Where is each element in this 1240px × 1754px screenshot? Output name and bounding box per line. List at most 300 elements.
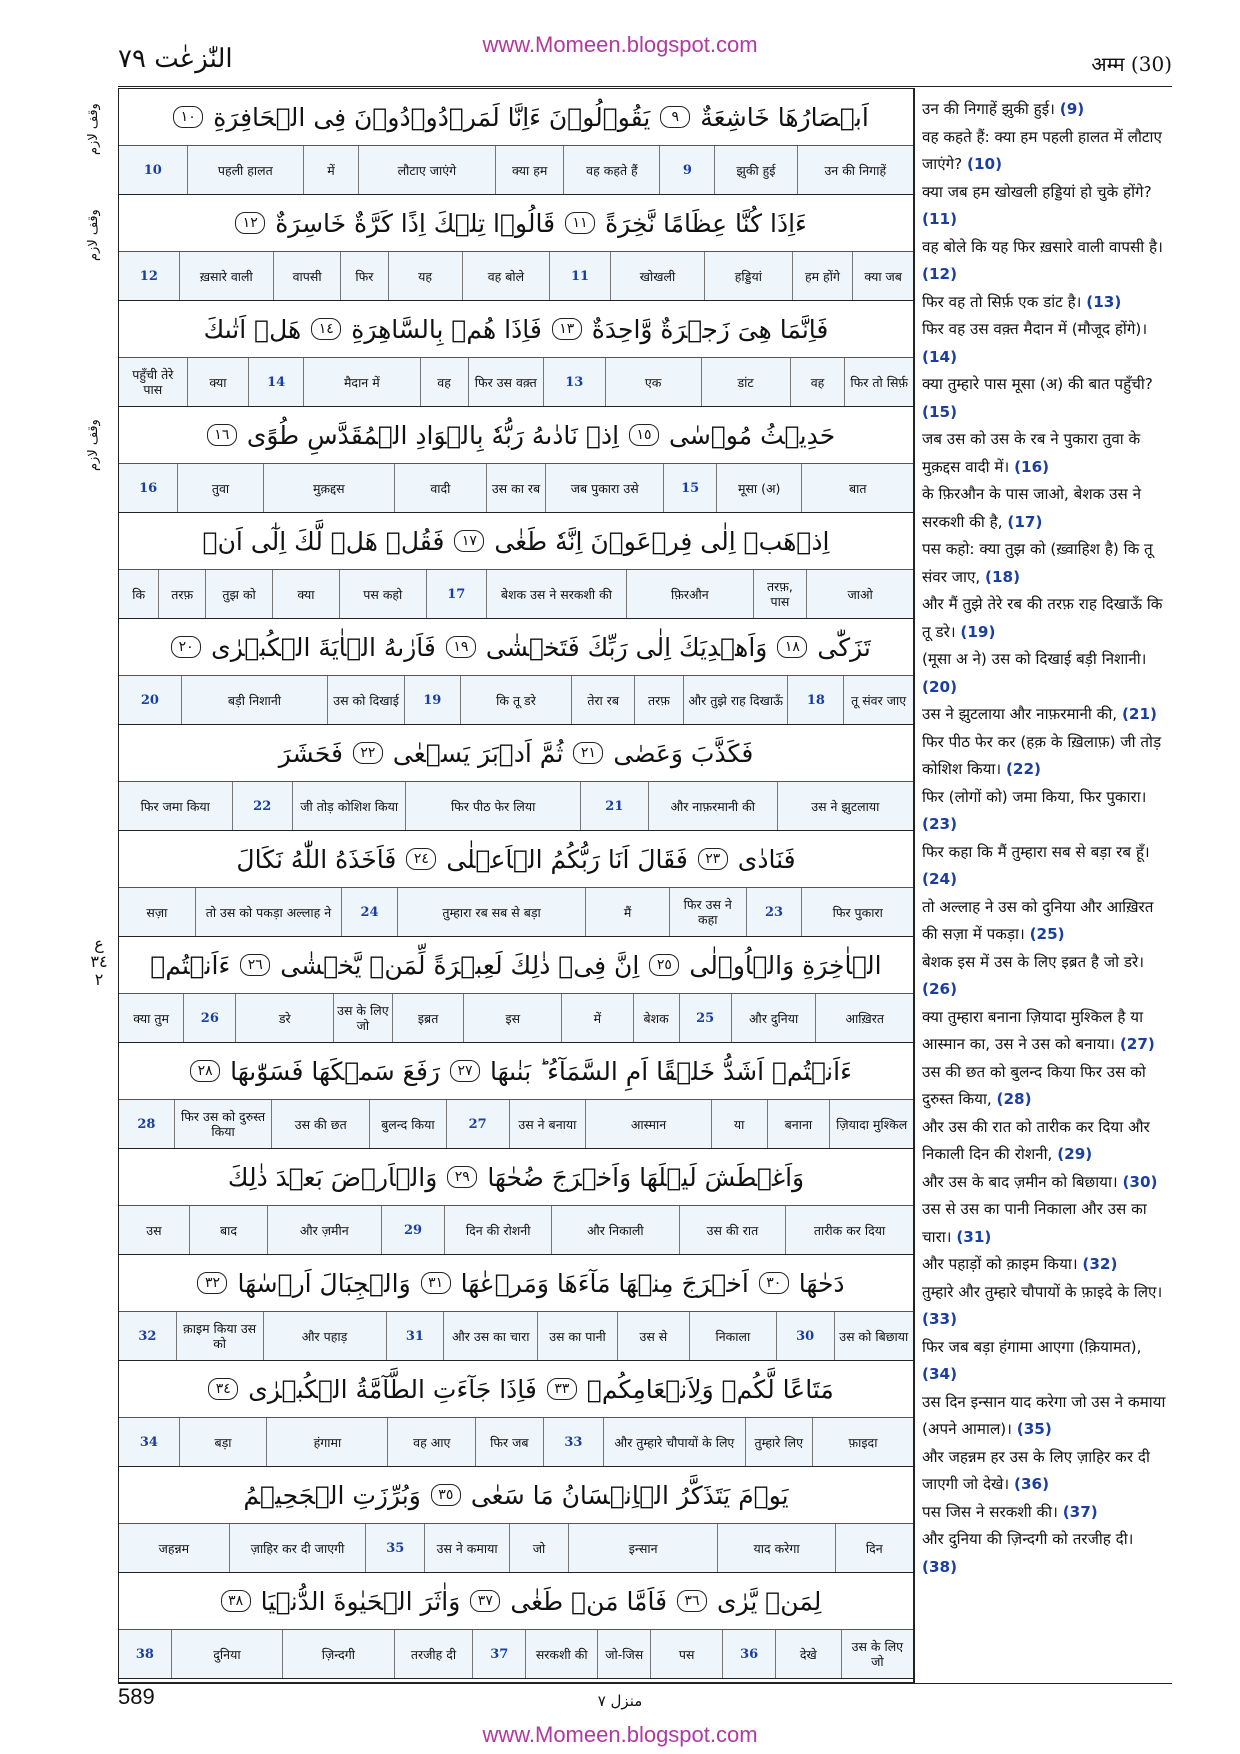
translation-sentence: (मूसा अ ने) उस को दिखाई बड़ी निशानी।: [922, 650, 1147, 668]
arabic-verse-line: [119, 1467, 913, 1524]
ayah-number-cell: 33: [543, 1418, 604, 1466]
translation-column: [922, 96, 1172, 1581]
verse-number: (24): [922, 870, 958, 888]
ayah-number-marker: ٢٢: [353, 742, 383, 764]
ayah-number-cell: 15: [663, 464, 716, 512]
word-meaning-cell: तेरा रब: [571, 676, 634, 724]
translation-sentence: पस जिस ने सरकशी की।: [922, 1502, 1063, 1521]
word-meaning-cell: उस ने झुटलाया: [777, 782, 913, 830]
ayah-number-marker: ٢١: [573, 742, 603, 764]
ayah-number-marker: ١٢: [235, 212, 265, 234]
translation-sentence: पस कहो: क्या तुझ को (ख़्वाहिश है) कि तू संवर जाए,: [922, 540, 1153, 586]
word-meaning-cell: फिर जमा किया: [140, 798, 210, 814]
verse-number: (15): [922, 402, 958, 421]
word-meaning-cell: फिर तो सिर्फ़: [844, 358, 913, 406]
verse-number: (30): [1122, 1172, 1158, 1191]
ayah-number-marker: ٢٨: [190, 1060, 220, 1082]
word-meaning-cell: हम होंगे: [792, 252, 853, 300]
word-meaning-cell: उस को बिछाया: [834, 1312, 914, 1360]
waqf-note: وقف لازم: [86, 419, 101, 471]
verse-number: (26): [922, 980, 958, 998]
verse-number: (10): [967, 155, 1003, 173]
verse-number: (38): [922, 1557, 958, 1576]
word-meaning-cell: तारीक कर दिया: [785, 1206, 913, 1254]
arabic-verse-line: [119, 1149, 913, 1206]
word-meaning-cell: इस: [463, 994, 561, 1042]
ayah-number-cell: 20: [140, 692, 159, 708]
word-meaning-cell: इब्रत: [392, 994, 464, 1042]
word-meaning-cell: मूसा (अ): [716, 464, 801, 512]
arabic-text: اِذۡهَبۡ اِلٰى فِرۡعَوۡنَ اِنَّهٗ طَغٰى: [494, 526, 830, 556]
arabic-text: فَاَخَذَهُ اللّٰهُ نَكَالَ: [236, 844, 397, 874]
top-rule: [118, 86, 1172, 87]
arabic-text: لِمَنۡ يَّرٰى: [717, 1586, 822, 1616]
ayah-number-marker: ٢٦: [240, 954, 270, 976]
word-meaning-cell: जब पुकारा उसे: [545, 464, 663, 512]
word-meaning-row: [119, 358, 913, 407]
ayah-number-marker: ٣٤: [208, 1378, 238, 1400]
verse-number: (22): [1005, 760, 1041, 778]
verse-number: (13): [1086, 292, 1122, 311]
word-meaning-cell: सज़ा: [146, 904, 168, 920]
word-meaning-row: [119, 1312, 913, 1361]
arabic-text: فَاِذَا هُمۡ بِالسَّاهِرَةِ: [351, 314, 542, 344]
verse-number: (20): [922, 677, 958, 696]
ayah-number-marker: ١٦: [207, 424, 237, 446]
word-meaning-cell: वह कहते हैं: [563, 146, 659, 194]
arabic-text: وَالۡجِبَالَ اَرۡسٰهَا: [237, 1268, 411, 1298]
arabic-verse-line: [119, 407, 913, 464]
translation-sentence: और दुनिया की ज़िन्दगी को तरजीह दी।: [922, 1530, 1134, 1548]
word-meaning-cell: जो-जिस: [597, 1630, 650, 1678]
bottom-rule: [118, 1683, 1172, 1684]
arabic-text: دَحٰهَا: [798, 1268, 845, 1298]
word-meaning-cell: तरफ़: [158, 570, 205, 618]
word-meaning-cell: तुम्हारे लिए: [745, 1418, 812, 1466]
translation-sentence: और उस के बाद ज़मीन को बिछाया।: [922, 1172, 1123, 1191]
arabic-text: اِذۡ نَادٰىهُ رَبُّهٗ بِالۡوَادِ الۡمُقَدَّسِ طُوًى: [246, 420, 620, 450]
word-meaning-cell: कि: [132, 586, 146, 602]
arabic-text: فَنَادٰى: [737, 844, 796, 874]
translation-sentence: फिर (लोगों को) जमा किया, फिर पुकारा।: [922, 787, 1147, 806]
arabic-verse-line: [119, 195, 913, 252]
verse-number: (33): [922, 1310, 958, 1328]
word-meaning-cell: एक: [605, 358, 701, 406]
ayah-number-cell: 36: [722, 1630, 775, 1678]
word-meaning-cell: हंगामा: [266, 1418, 387, 1466]
translation-sentence: बेशक इस में उस के लिए इब्रत है जो डरे।: [922, 952, 1144, 971]
word-meaning-cell: मुक़द्दस: [263, 464, 394, 512]
word-meaning-cell: फ़िरऔन: [626, 570, 753, 618]
word-meaning-cell: तरजीह दी: [394, 1630, 473, 1678]
ayah-number-marker: ٢٤: [406, 848, 436, 870]
verse-number: (21): [1121, 705, 1157, 723]
word-meaning-row: [119, 1418, 913, 1467]
ayah-number-marker: ٣٣: [547, 1378, 577, 1400]
word-meaning-cell: झुकी हुई: [714, 146, 796, 194]
translation-sentence: उन की निगाहें झुकी हुई।: [922, 100, 1060, 118]
word-meaning-cell: और तुम्हारे चौपायों के लिए: [603, 1418, 744, 1466]
verse-number: (18): [985, 567, 1021, 586]
arabic-text: ءَاِذَا كُنَّا عِظَامًا نَّخِرَةً: [605, 208, 807, 238]
word-meaning-cell: तू संवर जाए: [843, 676, 913, 724]
word-meaning-cell: खोखली: [610, 252, 704, 300]
translation-sentence: उस दिन इन्सान याद करेगा जो उस ने कमाया (अपने आमाल)।: [922, 1392, 1166, 1438]
ayah-number-cell: 17: [426, 570, 486, 618]
arabic-text: وَبُرِّزَتِ الۡجَحِيۡمُ: [243, 1480, 421, 1510]
arabic-verse-line: [119, 513, 913, 570]
ayah-number-marker: ١٤: [311, 318, 341, 340]
arabic-text: الۡاٰخِرَةِ وَالۡاُوۡلٰى: [689, 950, 882, 980]
word-meaning-cell: वापसी: [273, 252, 340, 300]
ayah-number-cell: 31: [386, 1312, 444, 1360]
word-meaning-cell: ख़सारे वाली: [179, 252, 273, 300]
arabic-text: ثُمَّ اَدۡبَرَ يَسۡعٰى: [392, 738, 564, 768]
arabic-text: رَفَعَ سَمۡكَهَا فَسَوّٰىهَا: [230, 1056, 440, 1086]
word-meaning-cell: ज़ियादा मुश्किल: [829, 1100, 913, 1148]
ayah-number-cell: 21: [580, 782, 648, 830]
arabic-text: فَكَذَّبَ وَعَصٰى: [613, 738, 754, 768]
word-meaning-cell: क्या: [187, 358, 249, 406]
arabic-verse-line: [119, 301, 913, 358]
arabic-text: يَوۡمَ يَتَذَكَّرُ الۡاِنۡسَانُ مَا سَعٰى: [470, 1480, 789, 1510]
word-meaning-row: [119, 1206, 913, 1255]
ayah-number-cell: 35: [365, 1524, 424, 1572]
word-meaning-cell: पस: [650, 1630, 722, 1678]
word-meaning-cell: उस: [146, 1222, 162, 1238]
ayah-number-cell: 19: [404, 676, 460, 724]
arabic-verse-line: [119, 831, 913, 888]
ayah-number-marker: ٣٠: [759, 1272, 789, 1294]
ayah-number-marker: ١٠: [173, 106, 203, 128]
word-meaning-cell: वादी: [394, 464, 486, 512]
verse-number: (36): [1014, 1475, 1050, 1493]
arabic-text: وَاَهۡدِيَكَ اِلٰى رَبِّكَ فَتَخۡشٰى: [485, 632, 768, 662]
translation-sentence: के फ़िरऔन के पास जाओ, बेशक उस ने सरकशी की है,: [922, 485, 1142, 531]
word-meaning-cell: उस ने बनाया: [509, 1100, 586, 1148]
translation-sentence: तो अल्लाह ने उस को दुनिया और आख़िरत की सज़ा में पकड़ा।: [922, 897, 1154, 943]
surah-header: النّٰزعٰت ۷۹: [118, 44, 233, 74]
word-meaning-cell: निकाला: [689, 1312, 776, 1360]
word-meaning-cell: मैं: [585, 888, 669, 936]
verse-number: (37): [1062, 1502, 1098, 1521]
word-meaning-cell: याद करेगा: [717, 1524, 834, 1572]
word-meaning-cell: वह बोले: [462, 252, 550, 300]
translation-sentence: वह कहते हैं: क्या हम पहली हालत में लौटाए जाएंगे?: [922, 127, 1162, 173]
word-meaning-cell: लौटाए जाएंगे: [358, 146, 495, 194]
manzil-label: منزل ٧: [597, 1692, 643, 1710]
translation-sentence: और जहन्नम हर उस के लिए ज़ाहिर कर दी जाएगी जो देखे।: [922, 1447, 1150, 1493]
ayah-number-cell: 10: [143, 162, 162, 178]
ruku-mark: ع ٣٤ ٢: [90, 934, 108, 989]
word-meaning-cell: इन्सान: [568, 1524, 718, 1572]
ayah-number-cell: 38: [135, 1646, 154, 1662]
word-meaning-cell: में: [303, 146, 358, 194]
ayah-number-cell: 28: [137, 1116, 156, 1132]
arabic-text: تَزَكّٰى: [817, 632, 871, 662]
ayah-number-marker: ٣١: [421, 1272, 451, 1294]
verse-number: (27): [1119, 1035, 1155, 1053]
arabic-text: وَاٰثَرَ الۡحَيٰوةَ الدُّنۡيَا: [260, 1586, 461, 1616]
ayah-number-cell: 9: [659, 146, 714, 194]
verse-number: (16): [1014, 457, 1050, 476]
word-meaning-cell: और ज़मीन: [267, 1206, 381, 1254]
arabic-text: اَبۡصَارُهَا خَاشِعَةٌ: [700, 102, 869, 132]
ayah-number-cell: 14: [248, 358, 303, 406]
word-meaning-row: [119, 464, 913, 513]
word-meaning-row: [119, 782, 913, 831]
word-meaning-cell: बड़ा: [179, 1418, 267, 1466]
column-divider: [914, 88, 915, 1683]
ayah-number-marker: ١٥: [629, 424, 659, 446]
arabic-text: حَدِيۡثُ مُوۡسٰى: [669, 420, 836, 450]
translation-sentence: फिर वह उस वक़्त मैदान में (मौजूद होंगे)।: [922, 320, 1148, 338]
arabic-verse-line: [119, 1573, 913, 1630]
ayah-number-cell: 23: [746, 888, 802, 936]
ayah-number-cell: 32: [138, 1328, 157, 1344]
word-meaning-cell: वह: [790, 358, 845, 406]
arabic-verse-line: [119, 1361, 913, 1418]
ayah-number-marker: ٢٧: [450, 1060, 480, 1082]
word-meaning-cell: उस को दिखाई: [327, 676, 404, 724]
ayah-number-marker: ٢٠: [171, 636, 201, 658]
translation-sentence: तुम्हारे और तुम्हारे चौपायों के फ़ाइदे के लिए।: [922, 1282, 1163, 1301]
ayah-number-cell: 27: [446, 1100, 509, 1148]
word-meaning-cell: फ़ाइदा: [812, 1418, 913, 1466]
word-meaning-cell: और दुनिया: [731, 994, 816, 1042]
page-number: 589: [118, 1684, 155, 1709]
translation-sentence: फिर कहा कि मैं तुम्हारा सब से बड़ा रब हूँ।: [922, 842, 1150, 861]
arabic-verse-line: [119, 1043, 913, 1100]
translation-sentence: उस ने झुटलाया और नाफ़रमानी की,: [922, 705, 1122, 723]
word-by-word-table: [118, 88, 914, 1683]
word-meaning-cell: में: [561, 994, 633, 1042]
translation-sentence: फिर पीठ फेर कर (हक़ के ख़िलाफ़) जी तोड़ कोशिश किया।: [922, 732, 1162, 778]
ayah-number-marker: ٩: [660, 106, 690, 128]
arabic-text: فَحَشَرَ: [278, 738, 343, 768]
word-meaning-cell: फिर उस ने कहा: [669, 888, 746, 936]
ayah-number-marker: ٢٥: [649, 954, 679, 976]
ayah-number-cell: 37: [472, 1630, 525, 1678]
ayah-number-cell: 11: [549, 252, 610, 300]
translation-sentence: वह बोले कि यह फिर ख़सारे वाली वापसी है।: [922, 237, 1163, 256]
word-meaning-cell: तो उस को पकड़ा अल्लाह ने: [195, 888, 341, 936]
word-meaning-row: [119, 252, 913, 301]
ayah-number-cell: 25: [679, 994, 731, 1042]
word-meaning-cell: देखे: [775, 1630, 841, 1678]
ayah-number-cell: 12: [139, 268, 158, 284]
word-meaning-cell: फिर पीठ फेर लिया: [405, 782, 579, 830]
word-meaning-cell: क्या हम: [495, 146, 564, 194]
word-meaning-cell: बड़ी निशानी: [181, 676, 327, 724]
word-meaning-cell: जो: [509, 1524, 568, 1572]
translation-sentence: फिर वह तो सिर्फ़ एक डांट है।: [922, 292, 1087, 311]
word-meaning-cell: तुवा: [177, 464, 262, 512]
verse-number: (32): [1082, 1255, 1118, 1273]
ayah-number-cell: 13: [543, 358, 605, 406]
verse-number: (25): [1029, 925, 1065, 943]
word-meaning-cell: वह: [420, 358, 468, 406]
word-meaning-row: [119, 1100, 913, 1149]
word-meaning-cell: और नाफ़रमानी की: [648, 782, 777, 830]
site-url-bottom[interactable]: www.Momeen.blogspot.com: [482, 1722, 758, 1747]
word-meaning-cell: पहली हालत: [187, 146, 303, 194]
arabic-text: فَاَمَّا مَنۡ طَغٰى: [510, 1586, 668, 1616]
word-meaning-cell: और पहाड़: [263, 1312, 386, 1360]
arabic-verse-line: [119, 1255, 913, 1312]
ayah-number-marker: ١٣: [552, 318, 582, 340]
translation-sentence: फिर जब बड़ा हंगामा आएगा (क़ियामत),: [922, 1337, 1142, 1356]
arabic-verse-line: [119, 619, 913, 676]
translation-sentence: क्या तुम्हारे पास मूसा (अ) की बात पहुँची?: [922, 375, 1153, 393]
arabic-text: وَاَغۡطَشَ لَيۡلَهَا وَاَخۡرَجَ ضُحٰهَا: [487, 1162, 805, 1192]
word-meaning-cell: तरफ़, पास: [753, 570, 807, 618]
ayah-number-marker: ١٧: [454, 530, 484, 552]
translation-sentence: जब उस को उस के रब ने पुकारा तुवा के मुक़द्दस वादी में।: [922, 430, 1141, 476]
arabic-verse-line: [119, 937, 913, 994]
word-meaning-cell: बाद: [189, 1206, 267, 1254]
word-meaning-cell: फिर जब: [475, 1418, 542, 1466]
ayah-number-marker: ٣٧: [470, 1590, 500, 1612]
ayah-number-cell: 30: [776, 1312, 834, 1360]
arabic-text: ءَاَنۡتُمۡ اَشَدُّ خَلۡقًا اَمِ السَّمَآءُ ؕ بَنٰىهَا: [490, 1056, 852, 1086]
arabic-text: فَقَالَ اَنَا رَبُّكُمُ الۡاَعۡلٰى: [446, 844, 688, 874]
word-meaning-cell: उन की निगाहें: [797, 146, 913, 194]
word-meaning-cell: डरे: [235, 994, 333, 1042]
word-meaning-cell: तुम्हारा रब सब से बड़ा: [397, 888, 585, 936]
word-meaning-cell: और तुझे राह दिखाऊँ: [683, 676, 788, 724]
word-meaning-cell: पहुँची तेरे पास: [132, 367, 174, 397]
translation-sentence: उस की छत को बुलन्द किया फिर उस को दुरुस्त किया,: [922, 1062, 1146, 1108]
word-meaning-row: [119, 1524, 913, 1573]
ayah-number-cell: 24: [341, 888, 397, 936]
word-meaning-cell: फिर: [340, 252, 387, 300]
verse-number: (11): [922, 210, 958, 228]
word-meaning-cell: आख़िरत: [815, 994, 913, 1042]
word-meaning-cell: उस के लिए जो: [841, 1630, 913, 1678]
word-meaning-cell: क्या तुम: [133, 1010, 169, 1026]
word-meaning-cell: बुलन्द किया: [369, 1100, 446, 1148]
arabic-text: يَقُوۡلُوۡنَ ءَاِنَّا لَمَرۡدُوۡدُوۡنَ فِى الۡحَافِرَةِ: [213, 102, 651, 132]
ayah-number-marker: ٣٥: [431, 1484, 461, 1506]
word-meaning-cell: जी तोड़ कोशिश किया: [292, 782, 406, 830]
word-meaning-cell: बात: [801, 464, 913, 512]
word-meaning-cell: क्या: [272, 570, 339, 618]
word-meaning-cell: बेशक: [633, 994, 679, 1042]
ayah-number-cell: 34: [139, 1434, 158, 1450]
word-meaning-cell: उस ने कमाया: [424, 1524, 509, 1572]
verse-number: (29): [1057, 1145, 1093, 1163]
ayah-number-cell: 16: [139, 480, 158, 496]
word-meaning-cell: मैदान में: [303, 358, 419, 406]
word-meaning-cell: बेशक उस ने सरकशी की: [486, 570, 626, 618]
para-header: अम्म (30): [1091, 52, 1172, 76]
ayah-number-cell: 26: [183, 994, 235, 1042]
word-meaning-cell: दिन की रोशनी: [444, 1206, 550, 1254]
translation-sentence: और पहाड़ों को क़ाइम किया।: [922, 1255, 1083, 1273]
word-meaning-cell: या: [711, 1100, 767, 1148]
word-meaning-cell: वह आए: [387, 1418, 475, 1466]
word-meaning-row: [119, 570, 913, 619]
ayah-number-cell: 18: [787, 676, 843, 724]
translation-sentence: क्या तुम्हारा बनाना ज़ियादा मुश्किल है या आस्मान का, उस ने उस को बनाया।: [922, 1007, 1144, 1053]
word-meaning-cell: बनाना: [767, 1100, 830, 1148]
word-meaning-cell: जाओ: [806, 570, 913, 618]
verse-number: (17): [1007, 512, 1043, 531]
word-meaning-row: [119, 888, 913, 937]
arabic-text: فَاِنَّمَا هِىَ زَجۡرَةٌ وَّاحِدَةٌ: [591, 314, 829, 344]
ayah-number-marker: ٣٢: [197, 1272, 227, 1294]
arabic-text: هَلۡ اَتٰىكَ: [203, 314, 302, 344]
word-meaning-cell: क़ाइम किया उस को: [176, 1312, 263, 1360]
translation-sentence: उस से उस का पानी निकाला और उस का चारा।: [922, 1200, 1147, 1246]
word-meaning-cell: तरफ़: [634, 676, 683, 724]
word-meaning-cell: दिन: [835, 1524, 913, 1572]
waqf-note: وقف لازم: [86, 103, 101, 155]
verse-number: (12): [922, 265, 958, 283]
word-meaning-row: [119, 676, 913, 725]
arabic-text: فَاِذَا جَآءَتِ الطَّآمَّةُ الۡكُبۡرٰى: [248, 1374, 537, 1404]
verse-number: (19): [960, 622, 996, 641]
word-meaning-cell: फिर उस को दुरुस्त किया: [174, 1100, 272, 1148]
word-meaning-cell: उस से: [617, 1312, 689, 1360]
word-meaning-cell: हड्डियां: [704, 252, 792, 300]
word-meaning-cell: डांट: [701, 358, 790, 406]
arabic-text: قَالُوۡا تِلۡكَ اِذًا كَرَّةٌ خَاسِرَةٌ: [275, 208, 556, 238]
site-url-top[interactable]: www.Momeen.blogspot.com: [482, 32, 758, 57]
word-meaning-cell: उस के लिए जो: [333, 994, 392, 1042]
ayah-number-marker: ١٨: [777, 636, 807, 658]
ayah-number-cell: 29: [381, 1206, 445, 1254]
word-meaning-row: [119, 1630, 913, 1679]
word-meaning-row: [119, 146, 913, 195]
translation-sentence: और मैं तुझे तेरे रब की तरफ़ राह दिखाऊँ कि तू डरे।: [922, 595, 1163, 641]
word-meaning-cell: उस का पानी: [537, 1312, 617, 1360]
verse-number: (31): [956, 1227, 992, 1246]
word-meaning-cell: दुनिया: [171, 1630, 282, 1678]
translation-sentence: और उस की रात को तारीक कर दिया और निकाली दिन की रोशनी,: [922, 1117, 1150, 1163]
ayah-number-cell: 22: [232, 782, 292, 830]
word-meaning-cell: पस कहो: [339, 570, 426, 618]
arabic-text: اِنَّ فِىۡ ذٰلِكَ لَعِبۡرَةً لِّمَنۡ يَّخۡشٰى: [280, 950, 640, 980]
word-meaning-cell: जहन्नम: [158, 1540, 190, 1556]
waqf-note: وقف لازم: [86, 209, 101, 261]
ayah-number-marker: ١٩: [446, 636, 476, 658]
arabic-text: ءَاَنۡتُمۡ: [150, 950, 231, 980]
arabic-text: فَقُلۡ هَلۡ لَّكَ اِلٰٓى اَنۡ: [202, 526, 445, 556]
arabic-text: اَخۡرَجَ مِنۡهَا مَآءَهَا وَمَرۡعٰهَا: [460, 1268, 749, 1298]
arabic-verse-line: [119, 89, 913, 146]
word-meaning-cell: उस की छत: [271, 1100, 369, 1148]
arabic-text: وَالۡاَرۡضَ بَعۡدَ ذٰلِكَ: [227, 1162, 438, 1192]
word-meaning-cell: फिर उस वक़्त: [468, 358, 543, 406]
ayah-number-marker: ٣٦: [677, 1590, 707, 1612]
word-meaning-cell: सरकशी की: [525, 1630, 597, 1678]
ayah-number-marker: ٣٨: [221, 1590, 251, 1612]
word-meaning-cell: ज़िन्दगी: [282, 1630, 393, 1678]
word-meaning-cell: उस का रब: [486, 464, 545, 512]
word-meaning-row: [119, 994, 913, 1043]
word-meaning-cell: और निकाली: [551, 1206, 679, 1254]
ayah-number-marker: ١١: [565, 212, 595, 234]
verse-number: (28): [996, 1090, 1032, 1108]
arabic-verse-line: [119, 725, 913, 782]
verse-number: (9): [1059, 100, 1085, 118]
word-meaning-cell: यह: [388, 252, 462, 300]
verse-number: (23): [922, 815, 958, 833]
word-meaning-cell: ज़ाहिर कर दी जाएगी: [229, 1524, 366, 1572]
verse-number: (34): [922, 1365, 958, 1383]
